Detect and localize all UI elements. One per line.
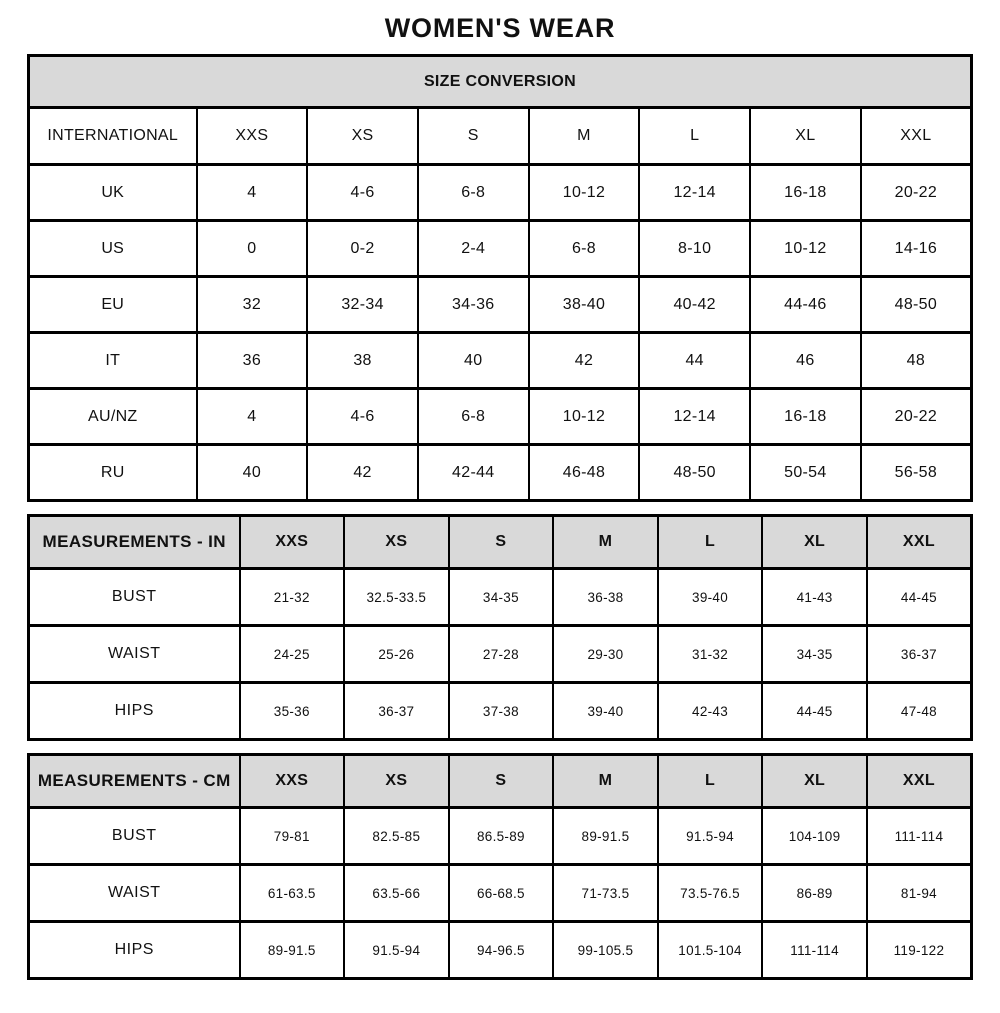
value-cell: 99-105.5 [553, 922, 658, 979]
table-banner: SIZE CONVERSION [29, 56, 972, 108]
size-column-header: XXL [861, 108, 972, 165]
value-cell: 29-30 [553, 626, 658, 683]
corner-label: INTERNATIONAL [29, 108, 197, 165]
value-cell: 20-22 [861, 165, 972, 221]
header-row [29, 755, 972, 808]
value-cell: 10-12 [529, 389, 640, 445]
size-column-header: L [658, 516, 763, 569]
size-column-header: S [449, 755, 554, 808]
value-cell: 14-16 [861, 221, 972, 277]
size-column-header: XXS [240, 516, 345, 569]
value-cell: 44-45 [762, 683, 867, 740]
value-cell: 38-40 [529, 277, 640, 333]
value-cell: 119-122 [867, 922, 972, 979]
size-column-header: XL [750, 108, 861, 165]
value-cell: 4 [197, 165, 308, 221]
table-row [29, 865, 972, 922]
value-cell: 0 [197, 221, 308, 277]
value-cell: 38 [307, 333, 418, 389]
value-cell: 91.5-94 [344, 922, 449, 979]
table-row [29, 165, 972, 221]
value-cell: 39-40 [553, 683, 658, 740]
page-title: WOMEN'S WEAR [384, 13, 616, 43]
size-column-header: XXL [867, 755, 972, 808]
table-row [29, 445, 972, 501]
size-column-header: XS [344, 755, 449, 808]
table-row [29, 277, 972, 333]
value-cell: 40 [418, 333, 529, 389]
measurements-cm-table [27, 753, 973, 980]
value-cell: 46-48 [529, 445, 640, 501]
row-label: HIPS [29, 922, 240, 979]
value-cell: 35-36 [240, 683, 345, 740]
value-cell: 48-50 [861, 277, 972, 333]
value-cell: 63.5-66 [344, 865, 449, 922]
table-row [29, 569, 972, 626]
value-cell: 36-38 [553, 569, 658, 626]
table-row [29, 922, 972, 979]
value-cell: 73.5-76.5 [658, 865, 763, 922]
value-cell: 4-6 [307, 165, 418, 221]
size-conversion-table [27, 54, 973, 502]
row-label: IT [29, 333, 197, 389]
value-cell: 34-36 [418, 277, 529, 333]
row-label: WAIST [29, 865, 240, 922]
value-cell: 79-81 [240, 808, 345, 865]
measurements-in-table [27, 514, 973, 741]
value-cell: 42-44 [418, 445, 529, 501]
table-row [29, 221, 972, 277]
value-cell: 16-18 [750, 165, 861, 221]
value-cell: 71-73.5 [553, 865, 658, 922]
size-column-header: XS [307, 108, 418, 165]
value-cell: 0-2 [307, 221, 418, 277]
value-cell: 89-91.5 [553, 808, 658, 865]
value-cell: 32 [197, 277, 308, 333]
row-label: AU/NZ [29, 389, 197, 445]
value-cell: 2-4 [418, 221, 529, 277]
value-cell: 86.5-89 [449, 808, 554, 865]
value-cell: 46 [750, 333, 861, 389]
value-cell: 36-37 [344, 683, 449, 740]
value-cell: 111-114 [867, 808, 972, 865]
value-cell: 82.5-85 [344, 808, 449, 865]
table-row [29, 626, 972, 683]
table-row [29, 389, 972, 445]
value-cell: 10-12 [529, 165, 640, 221]
value-cell: 6-8 [418, 389, 529, 445]
size-column-header: L [639, 108, 750, 165]
value-cell: 50-54 [750, 445, 861, 501]
value-cell: 41-43 [762, 569, 867, 626]
row-label: BUST [29, 569, 240, 626]
value-cell: 89-91.5 [240, 922, 345, 979]
size-column-header: XXS [197, 108, 308, 165]
value-cell: 94-96.5 [449, 922, 554, 979]
size-column-header: M [529, 108, 640, 165]
table-row [29, 333, 972, 389]
value-cell: 91.5-94 [658, 808, 763, 865]
size-chart-page [27, 13, 973, 980]
value-cell: 111-114 [762, 922, 867, 979]
table-banner-row [29, 56, 972, 108]
value-cell: 39-40 [658, 569, 763, 626]
value-cell: 6-8 [418, 165, 529, 221]
value-cell: 36-37 [867, 626, 972, 683]
value-cell: 34-35 [449, 569, 554, 626]
value-cell: 44-46 [750, 277, 861, 333]
value-cell: 12-14 [639, 165, 750, 221]
value-cell: 48 [861, 333, 972, 389]
value-cell: 104-109 [762, 808, 867, 865]
value-cell: 61-63.5 [240, 865, 345, 922]
value-cell: 40 [197, 445, 308, 501]
value-cell: 32-34 [307, 277, 418, 333]
value-cell: 48-50 [639, 445, 750, 501]
value-cell: 42-43 [658, 683, 763, 740]
size-column-header: M [553, 516, 658, 569]
row-label: BUST [29, 808, 240, 865]
value-cell: 16-18 [750, 389, 861, 445]
value-cell: 101.5-104 [658, 922, 763, 979]
value-cell: 34-35 [762, 626, 867, 683]
value-cell: 27-28 [449, 626, 554, 683]
value-cell: 24-25 [240, 626, 345, 683]
value-cell: 12-14 [639, 389, 750, 445]
value-cell: 36 [197, 333, 308, 389]
value-cell: 32.5-33.5 [344, 569, 449, 626]
size-column-header: XL [762, 516, 867, 569]
value-cell: 56-58 [861, 445, 972, 501]
value-cell: 86-89 [762, 865, 867, 922]
row-label: EU [29, 277, 197, 333]
row-label: US [29, 221, 197, 277]
corner-label: MEASUREMENTS - CM [29, 755, 240, 808]
value-cell: 6-8 [529, 221, 640, 277]
value-cell: 44-45 [867, 569, 972, 626]
value-cell: 40-42 [639, 277, 750, 333]
value-cell: 4-6 [307, 389, 418, 445]
size-column-header: XL [762, 755, 867, 808]
value-cell: 47-48 [867, 683, 972, 740]
value-cell: 44 [639, 333, 750, 389]
size-column-header: XXS [240, 755, 345, 808]
row-label: RU [29, 445, 197, 501]
value-cell: 10-12 [750, 221, 861, 277]
value-cell: 42 [529, 333, 640, 389]
value-cell: 8-10 [639, 221, 750, 277]
header-row [29, 516, 972, 569]
size-column-header: S [449, 516, 554, 569]
value-cell: 4 [197, 389, 308, 445]
value-cell: 25-26 [344, 626, 449, 683]
value-cell: 37-38 [449, 683, 554, 740]
table-row [29, 683, 972, 740]
corner-label: MEASUREMENTS - IN [29, 516, 240, 569]
table-row [29, 808, 972, 865]
value-cell: 31-32 [658, 626, 763, 683]
value-cell: 21-32 [240, 569, 345, 626]
size-column-header: XXL [867, 516, 972, 569]
row-label: HIPS [29, 683, 240, 740]
size-column-header: XS [344, 516, 449, 569]
size-column-header: S [418, 108, 529, 165]
value-cell: 66-68.5 [449, 865, 554, 922]
row-label: WAIST [29, 626, 240, 683]
size-column-header: L [658, 755, 763, 808]
header-row [29, 108, 972, 165]
value-cell: 20-22 [861, 389, 972, 445]
value-cell: 42 [307, 445, 418, 501]
value-cell: 81-94 [867, 865, 972, 922]
size-column-header: M [553, 755, 658, 808]
row-label: UK [29, 165, 197, 221]
